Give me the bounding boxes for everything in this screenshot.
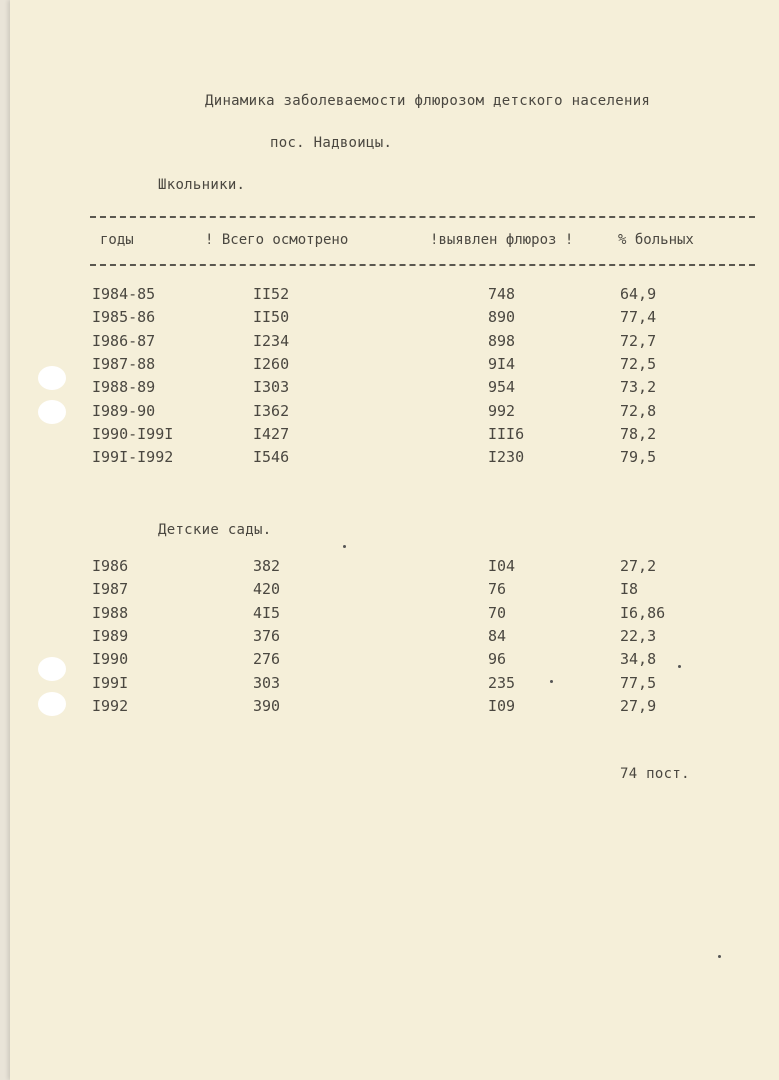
page-footer-note: 74 пост. [620, 766, 690, 782]
examined-cell: II52 [253, 285, 290, 303]
paper-speck [678, 665, 681, 668]
percent-cell: 64,9 [620, 285, 657, 303]
fluorosis-cell: 96 [488, 650, 507, 669]
section-heading-kindergartens: Детские сады. [158, 522, 272, 538]
fluorosis-cell: 890 [488, 308, 516, 327]
percent-cell: 77,5 [620, 673, 657, 692]
column-header-fluorosis: !выявлен флюроз ! [430, 232, 574, 248]
section-heading-schoolchildren: Школьники. [158, 177, 246, 193]
document-page [10, 0, 779, 1080]
examined-cell: I234 [253, 331, 290, 350]
fluorosis-cell: 84 [488, 626, 507, 645]
paper-speck [343, 545, 346, 548]
examined-cell: I427 [253, 424, 290, 443]
table-row [10, 332, 779, 354]
fluorosis-cell: 76 [488, 580, 507, 599]
percent-cell: 77,4 [620, 308, 657, 327]
percent-cell: 27,9 [620, 696, 657, 715]
table-rule-header [90, 264, 755, 266]
examined-cell: I546 [253, 448, 290, 467]
table-row [10, 650, 779, 672]
fluorosis-cell: 748 [488, 285, 516, 303]
examined-cell: II50 [253, 308, 290, 327]
percent-cell: 22,3 [620, 626, 657, 645]
examined-cell: 276 [253, 650, 281, 669]
table-row [10, 580, 779, 602]
percent-cell: 72,8 [620, 401, 657, 420]
fluorosis-cell: 992 [488, 401, 516, 420]
year-cell: I989 [92, 626, 129, 645]
percent-cell: 27,2 [620, 557, 657, 575]
examined-cell: 4I5 [253, 603, 281, 622]
paper-speck [550, 680, 553, 683]
year-cell: I99I-I992 [92, 448, 174, 467]
fluorosis-cell: I09 [488, 696, 516, 715]
year-cell: I985-86 [92, 308, 156, 327]
percent-cell: 79,5 [620, 448, 657, 467]
year-cell: I990-I99I [92, 424, 174, 443]
fluorosis-cell: 70 [488, 603, 507, 622]
fluorosis-cell: 954 [488, 378, 516, 397]
percent-cell: I6,86 [620, 603, 666, 622]
year-cell: I984-85 [92, 285, 156, 303]
percent-cell: I8 [620, 580, 639, 599]
fluorosis-cell: III6 [488, 424, 525, 443]
table-row [10, 674, 779, 696]
percent-cell: 73,2 [620, 378, 657, 397]
table-rule-top [90, 216, 755, 218]
table-row [10, 402, 779, 424]
year-cell: I986-87 [92, 331, 156, 350]
examined-cell: 420 [253, 580, 281, 599]
examined-cell: 303 [253, 673, 281, 692]
document-subtitle: пос. Надвоицы. [270, 135, 393, 151]
table-row [10, 627, 779, 649]
table-row [10, 308, 779, 330]
fluorosis-cell: I230 [488, 448, 525, 467]
percent-cell: 34,8 [620, 650, 657, 669]
year-cell: I989-90 [92, 401, 156, 420]
year-cell: I992 [92, 696, 129, 715]
year-cell: I988-89 [92, 378, 156, 397]
table-row [10, 557, 779, 579]
paper-speck [718, 955, 721, 958]
table-row [10, 448, 779, 470]
examined-cell: 382 [253, 557, 281, 575]
fluorosis-cell: 898 [488, 331, 516, 350]
table-row [10, 355, 779, 377]
column-header-percent: % больных [618, 232, 694, 248]
table-row [10, 604, 779, 626]
fluorosis-cell: 235 [488, 673, 516, 692]
year-cell: I986 [92, 557, 129, 575]
year-cell: I988 [92, 603, 129, 622]
column-header-years: годы [100, 232, 134, 248]
examined-cell: 390 [253, 696, 281, 715]
document-title: Динамика заболеваемости флюрозом детского населения [205, 93, 651, 109]
examined-cell: I303 [253, 378, 290, 397]
examined-cell: I362 [253, 401, 290, 420]
year-cell: I990 [92, 650, 129, 669]
table-row [10, 697, 779, 719]
fluorosis-cell: 9I4 [488, 354, 516, 373]
percent-cell: 78,2 [620, 424, 657, 443]
year-cell: I99I [92, 673, 129, 692]
examined-cell: 376 [253, 626, 281, 645]
table-row [10, 425, 779, 447]
examined-cell: I260 [253, 354, 290, 373]
table-row [10, 378, 779, 400]
percent-cell: 72,7 [620, 331, 657, 350]
year-cell: I987-88 [92, 354, 156, 373]
table-row [10, 285, 779, 307]
year-cell: I987 [92, 580, 129, 599]
fluorosis-cell: I04 [488, 557, 516, 575]
percent-cell: 72,5 [620, 354, 657, 373]
column-header-examined: ! Всего осмотрено [205, 232, 349, 248]
